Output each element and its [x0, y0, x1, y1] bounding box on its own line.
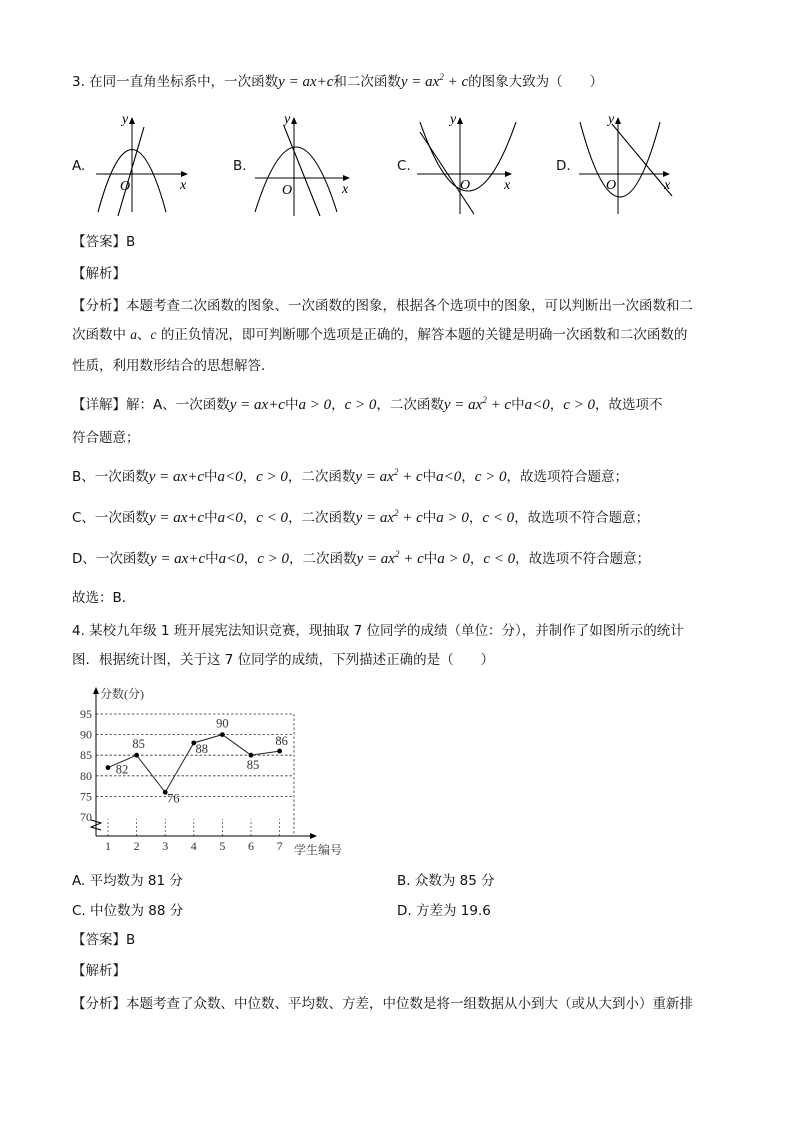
- q3-answer: 【答案】B: [72, 234, 136, 250]
- q4-answer: 【答案】B: [72, 932, 136, 948]
- y-tick-label: 95: [80, 707, 92, 721]
- q3-detail-b: B、一次函数y = ax+c中a<0，c > 0，二次函数$y = ax^2 + c$中a<0，c > 0，故选项符合题意；: [72, 467, 629, 485]
- x-tick-label: 2: [133, 839, 140, 853]
- data-point: [220, 732, 225, 737]
- q3-detail-a-cont: 符合题意；: [72, 430, 140, 446]
- y-axis-title: 分数(分): [100, 687, 144, 701]
- data-label: 85: [132, 737, 145, 752]
- y-tick-label: 85: [80, 748, 92, 763]
- linear-function: y = ax+c: [278, 74, 334, 90]
- y-tick-label: 70: [80, 810, 92, 824]
- score-line-chart: [72, 684, 362, 860]
- svg-text:y: y: [284, 112, 291, 127]
- q4-analysis: 【分析】本题考查了众数、中位数、平均数、方差，中位数是将一组数据从小到大（或从大到小）重新排: [72, 996, 693, 1012]
- graph-d: [574, 112, 684, 217]
- axis-break: [91, 820, 101, 830]
- svg-text:x: x: [342, 182, 349, 197]
- x-tick-label: 5: [219, 839, 226, 853]
- axis-x-label: x: [180, 178, 187, 193]
- y-tick-label: 80: [80, 768, 92, 783]
- svg-text:x: x: [504, 178, 511, 193]
- x-axis-title: 学生编号: [294, 843, 343, 857]
- data-label: 90: [216, 716, 229, 731]
- data-label: 86: [275, 734, 288, 749]
- data-label: 88: [195, 741, 209, 756]
- quadratic-function: $y = ax^2 + c$: [400, 72, 469, 90]
- graph-c: [412, 112, 522, 217]
- svg-text:O: O: [606, 178, 617, 193]
- svg-text:O: O: [460, 178, 471, 193]
- graph-b: [250, 112, 360, 217]
- q4-option-b: B. 众数为 85 分: [397, 873, 495, 889]
- svg-text:O: O: [282, 183, 293, 198]
- q4-stem-1: 4. 某校九年级 1 班开展宪法知识竞赛，现抽取 7 位同学的成绩（单位：分），并制作了如图所示的统计: [72, 623, 684, 639]
- option-c-label: C.: [397, 158, 411, 174]
- x-tick-label: 4: [190, 839, 197, 853]
- q4-stem-2: 图．根据统计图，关于这 7 位同学的成绩，下列描述正确的是（ ）: [72, 652, 495, 668]
- origin-label: O: [120, 179, 131, 194]
- x-tick-label: 7: [276, 839, 283, 853]
- graph-a: [88, 112, 198, 217]
- q3-analysis-3: 性质，利用数形结合的思想解答．: [72, 358, 275, 374]
- q4-option-d: D. 方差为 19.6: [397, 903, 491, 919]
- data-point: [249, 753, 254, 758]
- y-tick-label: 75: [80, 789, 92, 804]
- y-axis-arrow: [93, 687, 99, 694]
- q3-detail-c: C、一次函数y = ax+c中a<0，c < 0，二次函数$y = ax^2 + c$中a > 0，c < 0，故选项不符合题意；: [72, 508, 650, 526]
- data-label: 82: [115, 762, 129, 777]
- q4-option-c: C. 中位数为 88 分: [72, 903, 184, 919]
- x-tick-label: 1: [105, 839, 111, 853]
- q3-jiexi: 【解析】: [72, 266, 126, 282]
- x-tick-label: 6: [248, 839, 254, 853]
- x-tick-label: 3: [162, 839, 169, 853]
- option-a-label: A.: [72, 158, 86, 174]
- svg-text:y: y: [450, 112, 457, 127]
- data-label: 85: [246, 758, 260, 773]
- q3-stem: 3. 在同一直角坐标系中，一次函数y = ax+c和二次函数$y = ax^2 + c$的图象大致为（ ）: [72, 72, 604, 90]
- q4-option-a: A. 平均数为 81 分: [72, 873, 183, 889]
- data-label: 76: [166, 791, 180, 806]
- data-point: [277, 749, 282, 754]
- svg-text:y: y: [608, 112, 615, 127]
- q3-detail-d: D、一次函数y = ax+c中a<0，c > 0，二次函数$y = ax^2 + c$中a > 0，c < 0，故选项不符合题意；: [72, 549, 651, 567]
- q3-analysis-1: 【分析】本题考查二次函数的图象、一次函数的图象，根据各个选项中的图象，可以判断出一次函数和二: [72, 298, 693, 314]
- q3-detail-a: 【详解】解：A、一次函数y = ax+c中a > 0，c > 0，二次函数$y = ax^2 + c$中a<0，c > 0，故选项不: [72, 395, 663, 413]
- option-b-label: B.: [233, 158, 247, 174]
- option-d-label: D.: [556, 158, 571, 174]
- svg-text:x: x: [664, 178, 671, 193]
- data-point: [134, 753, 139, 758]
- q3-choose: 故选：B．: [72, 590, 136, 606]
- data-point: [106, 765, 111, 770]
- axis-y-label: y: [122, 112, 129, 127]
- q4-jiexi: 【解析】: [72, 963, 126, 979]
- y-tick-label: 90: [80, 727, 92, 742]
- x-axis-arrow: [310, 833, 317, 839]
- q3-analysis-2: 次函数中 a、c 的正负情况，即可判断哪个选项是正确的，解答本题的关键是明确一次函数和二次函数的: [72, 327, 688, 343]
